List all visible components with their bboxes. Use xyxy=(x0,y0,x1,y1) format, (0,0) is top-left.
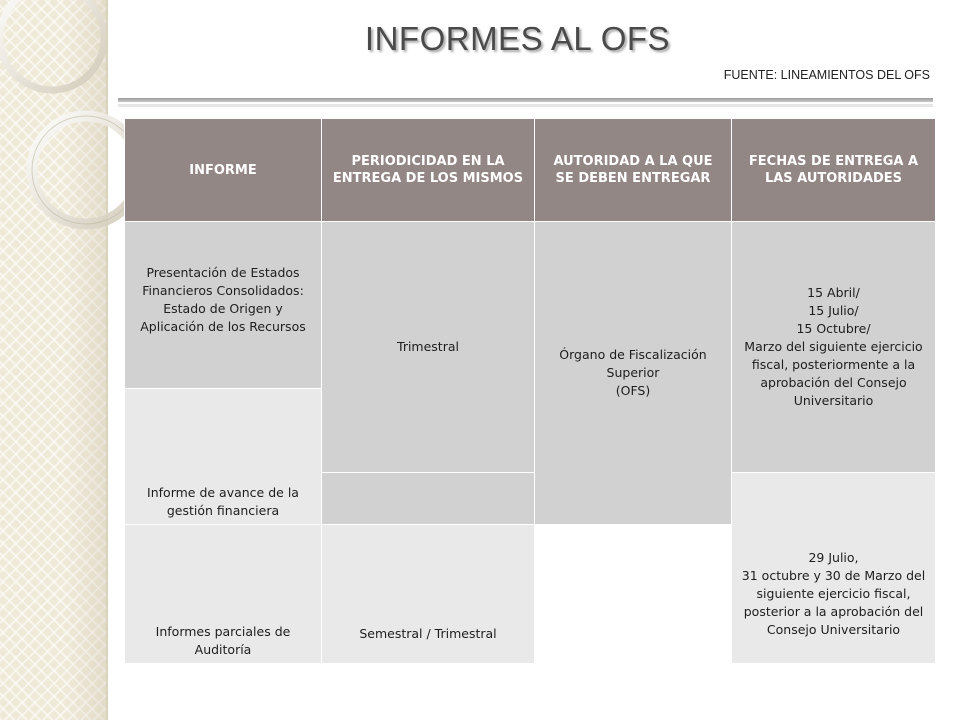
fechas-2-line-1: 29 Julio, xyxy=(808,550,859,565)
cell-informe-avance: Informe de avance de la gestión financiera xyxy=(125,389,322,525)
autoridad-line-2: Superior xyxy=(606,365,660,380)
title-rule-shadow xyxy=(118,104,933,107)
cell-informe-estados: Presentación de Estados Financieros Consolidados: Estado de Origen y Aplicación de los Recursos xyxy=(125,222,322,389)
header-fechas: FECHAS DE ENTREGA A LAS AUTORIDADES xyxy=(732,119,936,222)
source-note: FUENTE: LINEAMIENTOS DEL OFS xyxy=(723,68,930,82)
header-autoridad: AUTORIDAD A LA QUE SE DEBEN ENTREGAR xyxy=(535,119,732,222)
table-row xyxy=(125,222,936,389)
fechas-1-line-4: Marzo del siguiente ejercicio fiscal, posteriormente a la aprobación del Consejo Universitario xyxy=(744,339,923,408)
cell-fechas-semestrales xyxy=(732,473,936,664)
fechas-1-line-1: 15 Abril/ xyxy=(807,285,860,300)
reports-table xyxy=(124,118,936,664)
header-row xyxy=(125,119,936,222)
fechas-2-line-2: 31 octubre y 30 de Marzo del siguiente ejercicio fiscal, posterior a la aprobación del Consejo Universitario xyxy=(741,568,926,637)
autoridad-line-1: Órgano de Fiscalización xyxy=(559,347,707,362)
cell-fechas-trimestrales xyxy=(732,222,936,473)
header-periodicidad: PERIODICIDAD EN LA ENTREGA DE LOS MISMOS xyxy=(322,119,535,222)
fechas-1-line-3: 15 Octubre/ xyxy=(796,321,871,336)
header-informe: INFORME xyxy=(125,119,322,222)
title-rule xyxy=(118,98,933,102)
fechas-1-line-2: 15 Julio/ xyxy=(808,303,859,318)
cell-periodicidad-trimestral: Trimestral xyxy=(322,222,535,473)
cell-autoridad-ofs xyxy=(535,222,732,525)
cell-periodicidad-spacer xyxy=(322,473,535,525)
cell-periodicidad-semestral: Semestral / Trimestral xyxy=(322,525,535,664)
page-title: INFORMES AL OFS xyxy=(364,20,671,57)
autoridad-line-3: (OFS) xyxy=(615,383,651,398)
cell-informe-auditoria: Informes parciales de Auditoría xyxy=(125,525,322,664)
